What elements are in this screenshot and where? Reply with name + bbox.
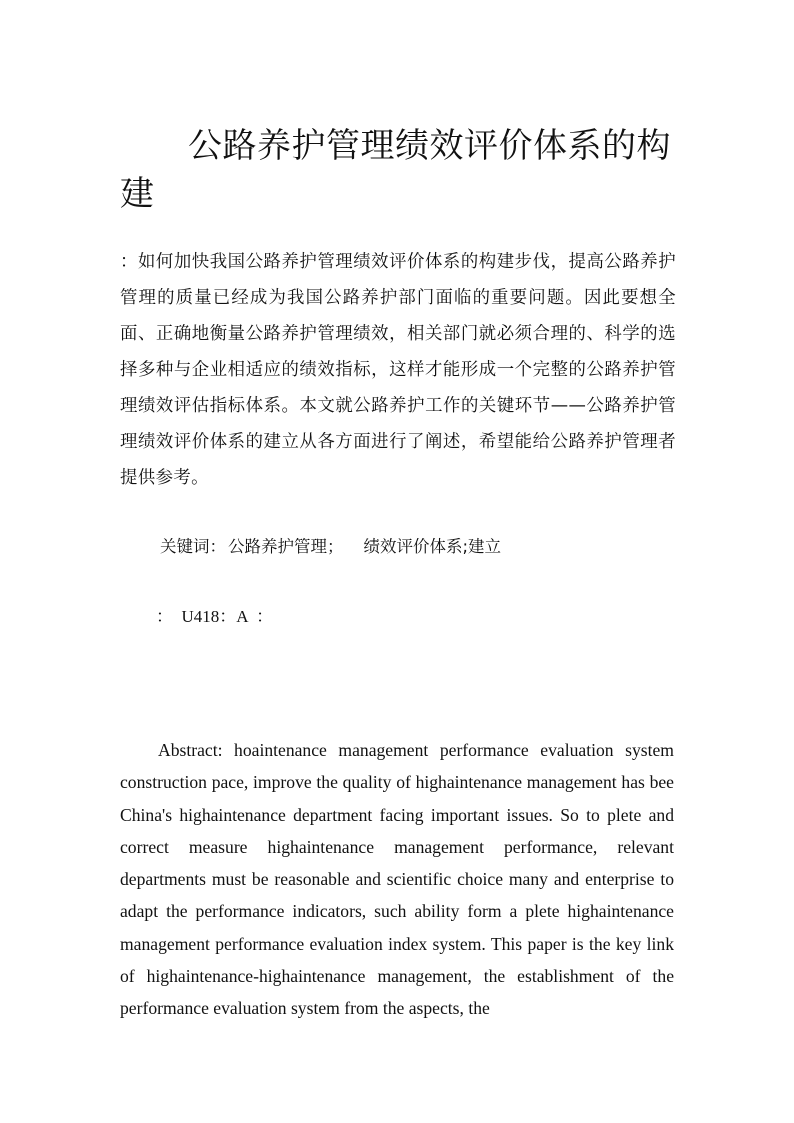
keywords-line (160, 534, 680, 560)
document-title: 公路养护管理绩效评价体系的构建 (120, 126, 671, 214)
classification-line: ： U418：A ： (156, 607, 274, 626)
keyword-item: 绩效评价体系;建立 (363, 537, 502, 556)
keyword-item: 公路养护管理； (228, 537, 344, 556)
keywords-label: 关键词： (160, 537, 226, 556)
chinese-abstract: ：如何加快我国公路养护管理绩效评价体系的构建步伐，提高公路养护管理的质量已经成为我国公路养护部门面临的重要问题。因此要想全面、正确地衡量公路养护管理绩效，相关部门就必须合理的、科学的选择多种与企业相适应的绩效指标，这样才能形成一个完整的公路养护管理绩效评估指标体系。本文就公路养护工作的关键环节——公路养护管理绩效评价体系的建立从各方面进行了阐述，希望能给公路养护管理者提供参考。 (120, 252, 676, 488)
english-abstract: Abstract: hoaintenance management performance evaluation system construction pace, improve the quality of highaintenance management has bee China's highaintenance department facing important issues. So to plete and correct measure highaintenance management performance, relevant departments must be reasonable and scientific choice many and enterprise to adapt the performance indicators, such ability form a plete highaintenance management performance evaluation index system. This paper is the key link of highaintenance-highaintenance management, the establishment of the performance evaluation system from the aspects, the (120, 740, 674, 1019)
